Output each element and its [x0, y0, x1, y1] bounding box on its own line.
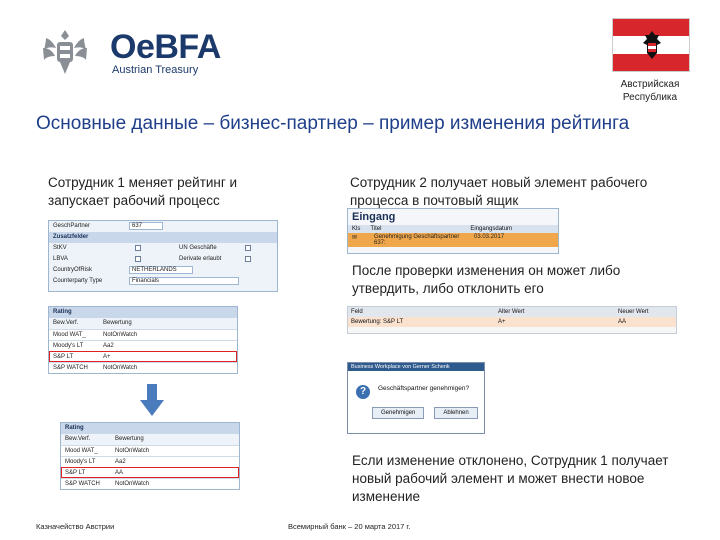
table-row[interactable]: S&P WATCH NotOnWatch	[61, 478, 239, 489]
approval-dialog	[347, 362, 485, 434]
reject-button[interactable]: Ablehnen	[434, 407, 477, 419]
logo-subtitle: Austrian Treasury	[112, 64, 199, 76]
change-details	[347, 306, 677, 334]
inbox-item[interactable]: ✉ Genehmigung Geschäftspartner 637: 03.03.2017	[348, 233, 558, 247]
employee2-text: Сотрудник 2 получает новый элемент рабочего процесса в почтовый ящик	[350, 175, 648, 208]
page-title: Основные данные – бизнес-партнер – пример изменения рейтинга	[36, 113, 630, 134]
workflow-inbox	[347, 208, 559, 254]
table-row[interactable]: Moody's LT Aa2	[49, 340, 237, 351]
footer-right: Всемирный банк – 20 марта 2017 г.	[288, 522, 411, 531]
arrow-down-icon	[138, 384, 166, 418]
inbox-header: Kls Titel Eingangsdatum	[348, 225, 558, 233]
logo-title: OeBFA	[110, 28, 221, 66]
approve-button[interactable]: Genehmigen	[372, 407, 424, 419]
employee1-text: Сотрудник 1 меняет рейтинг и запускает рабочий процесс	[48, 175, 238, 208]
partner-input[interactable]: 637	[129, 222, 163, 230]
austrian-flag	[612, 18, 690, 72]
form-section-header: Zusatzfelder	[49, 232, 277, 243]
rating-grid-after	[60, 422, 240, 490]
footer-left: Казначейство Австрии	[36, 522, 115, 531]
form-row-counterparty: Counterparty Type Financials	[49, 276, 277, 287]
lbva-checkbox[interactable]	[135, 256, 141, 262]
form-row-partner: GeschPartner 637	[49, 221, 277, 232]
eagle-icon	[40, 26, 90, 78]
rejection-text: Если изменение отклонено, Сотрудник 1 получает новый рабочий элемент и может внести новое изменение	[352, 453, 669, 504]
rating-grid-before	[48, 306, 238, 374]
grid-header: Bew.Verf. Bewertung	[65, 436, 144, 442]
table-row[interactable]: S&P WATCH NotOnWatch	[49, 362, 237, 373]
inbox-title: Eingang	[352, 211, 396, 223]
grid-title: Rating	[61, 423, 239, 434]
table-row-highlighted[interactable]: S&P LT AA	[61, 467, 239, 478]
grid-title: Rating	[49, 307, 237, 318]
change-header: Feld Alter Wert Neuer Wert	[348, 307, 676, 317]
question-icon: ?	[356, 385, 370, 399]
form-row-country: CountryOfRisk NETHERLANDS	[49, 265, 277, 276]
grid-header: Bew.Verf. Bewertung	[53, 320, 132, 326]
un-geschaefte-checkbox[interactable]	[245, 245, 251, 251]
change-row[interactable]: Bewertung: S&P LT A+ AA	[348, 317, 676, 327]
coat-of-arms-icon	[639, 29, 665, 63]
business-partner-form	[48, 220, 278, 292]
dialog-title: Business Workplace von Gerner Schenk	[348, 363, 484, 371]
table-row[interactable]: Mood WAT_ NotOnWatch	[61, 445, 239, 456]
review-text: После проверки изменения он может либо утвердить, либо отклонить его	[352, 263, 621, 296]
form-row-lbva: LBVA Derivate erlaubt	[49, 254, 277, 265]
table-row[interactable]: Moody's LT Aa2	[61, 456, 239, 467]
country-label: Австрийская Республика	[620, 79, 680, 103]
table-row-highlighted[interactable]: S&P LT A+	[49, 351, 237, 362]
country-of-risk-select[interactable]: NETHERLANDS	[129, 266, 193, 274]
counterparty-type-select[interactable]: Financials	[129, 277, 239, 285]
form-row-stkv: StKV UN Geschäfte	[49, 243, 277, 254]
stkv-checkbox[interactable]	[135, 245, 141, 251]
dialog-question: ? Geschäftspartner genehmigen?	[348, 371, 484, 407]
table-row[interactable]: Mood WAT_ NotOnWatch	[49, 329, 237, 340]
oebfa-logo	[40, 24, 221, 80]
derivate-checkbox[interactable]	[245, 256, 251, 262]
